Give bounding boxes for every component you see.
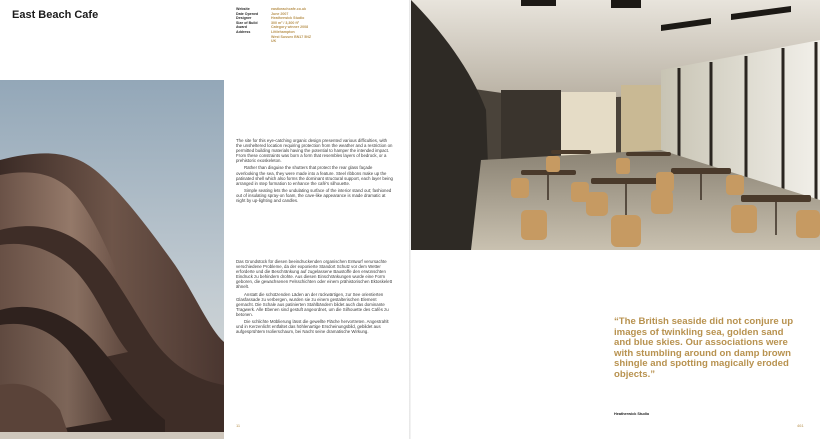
fact-value: Category winner 2008: [271, 25, 309, 30]
body-text-german: [236, 259, 394, 336]
page-title: East Beach Cafe: [12, 9, 99, 21]
paragraph: Das Grundstück für diesen beeindruckenden organischen Entwurf verursachte verschiedene Probleme, da der exponierte Standort Schutz vor dem Wetter erforderte und die Beschränkung auf zugelassene Baustoffe den erwünschten Eindruck zu behindern drohte. Aus diesen Einschränkungen wurde eine Form geboren, die gewachsenen Felsschichten oder einem prähistorischen Ektoskelett ähnelt.: [236, 259, 392, 290]
fact-row: [236, 39, 311, 44]
paragraph: Simple seating lets the undulating surface of the interior stand out; fashioned out of insulating spray-on foam, the cave-like appearance is made dramatic at night by up-lighting and candles.: [236, 187, 392, 204]
page-number-right: 461: [797, 423, 804, 428]
fact-value: Littlehampton: [271, 29, 295, 34]
fact-value: eastbeachcafe.co.uk: [271, 7, 307, 11]
fact-value: June 2007: [271, 11, 289, 16]
fact-label: [236, 39, 271, 44]
interior-photo: [411, 0, 820, 250]
fact-value: Heatherwick Studio: [271, 16, 305, 21]
fact-label: Date Opened: [236, 11, 259, 16]
interior-photo-illustration: [411, 0, 820, 250]
fact-label: Designer: [236, 16, 252, 21]
pull-quote: “The British seaside did not conjure up images of twinkling sea, golden sand and blue skies. Our associations were with stumbling around on damp brown shingle and spotting magically eroded objects.”: [614, 316, 794, 380]
fact-value: West Sussex BN17 5NZ: [271, 34, 312, 39]
fact-value: 300 m² / 3,300 ft²: [271, 20, 299, 25]
fact-label: Website: [236, 7, 250, 11]
body-text-english: [236, 138, 394, 205]
paragraph: Anstatt die schützenden Läden an der rückwärtigen, zur See orientierten Glasfassade zu verbergen, wurden sie zu einem gestalterischen Element gemacht. Die Schale aus patinierten Stahlbändern bildet auch das dominante Tragwerk. Alle Ebenen sind gestuft angeordnet, um die Silhouette des Cafés zu betonen.: [236, 291, 389, 317]
exterior-photo-illustration: [0, 80, 224, 439]
page-number-left: 11: [236, 423, 241, 428]
quote-attribution: Heatherwick Studio: [614, 412, 650, 416]
paragraph: Rather than disguise the shutters that protect the rear glass façade overlooking the sea, they were made into a feature. Steel ribbons make up the patinated shell which also forms the dominant structural support, each layer being arranged in step formation to enhance the café's silhouette.: [236, 165, 393, 186]
fact-label: Size of Build: [236, 20, 258, 25]
paragraph: The site for this eye-catching organic design presented various difficulties, with the unsheltered location requiring protection from the weather and a restriction on permitted building materials having the potential to hamper the intended impact. From these constraints was born a form that resembles layers of bedrock, or a prehistoric exoskeleton.: [236, 138, 393, 164]
paragraph: Die schlichte Möblierung lässt die gewellte Fläche hervortreten. Angestrahlt und in Kerzenlicht entfaltet das höhlenartige Erscheinungsbild, gebildet aus aufgesprühtem Isolierschaum, bei Nacht seine dramatische Wirkung.: [236, 319, 389, 335]
project-facts: [236, 7, 311, 44]
exterior-photo: [0, 80, 224, 439]
fact-value: UK: [271, 39, 277, 44]
fact-label: Award: [236, 25, 247, 30]
fact-label: Address: [236, 29, 251, 34]
